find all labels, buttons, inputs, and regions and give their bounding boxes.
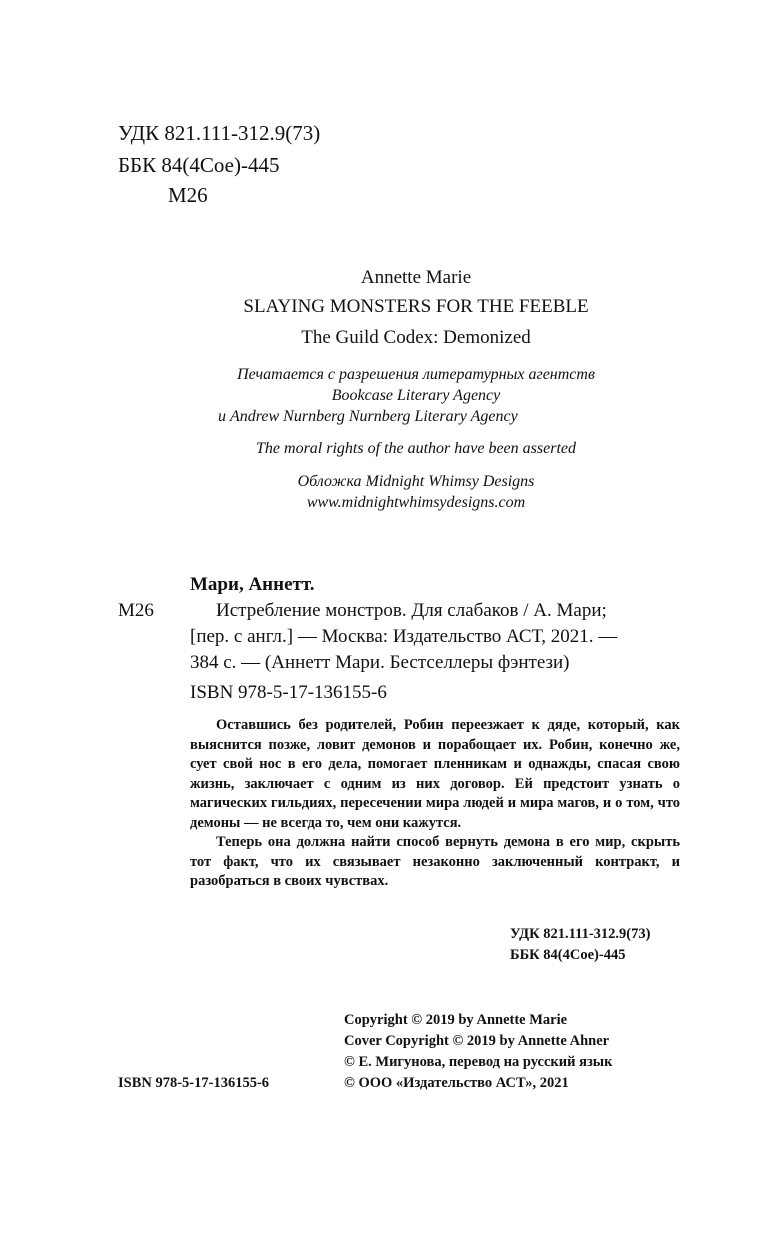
copyright-line-4: © ООО «Издательство АСТ», 2021 [344,1075,569,1091]
udk-code: УДК 821.111-312.9(73) [118,121,321,145]
entry-line-1: Истребление монстров. Для слабаков / А. Мари; [216,600,607,621]
rights-line-3: и Andrew Nurnberg Nurnberg Literary Agency [218,408,518,425]
entry-line-2: [пер. с англ.] — Москва: Издательство АСТ, 2021. — [190,626,618,647]
annotation-paragraph-1: Оставшись без родителей, Робин переезжает к дяде, который, как выяснится позже, ловит демонов и порабощает их. Робин, конечно же, сует свой нос в его дела, помогает пленникам и однажды, спасая свою жизнь, заключает с одним из них договор. Ей предстоит узнать о магических гильдиях, пересечении мира людей и мира магов, и о том, что демоны — не всегда то, чем они кажутся. [190,717,680,831]
bottom-udk: УДК 821.111-312.9(73) [510,926,651,942]
annotation [190,716,680,892]
copyright-line-2: Cover Copyright © 2019 by Annette Ahner [344,1033,610,1049]
copyright-isbn: ISBN 978-5-17-136155-6 [118,1075,270,1091]
entry-isbn: ISBN 978-5-17-136155-6 [190,682,387,703]
rights-block [184,364,648,427]
original-title: SLAYING MONSTERS FOR THE FEEBLE [243,296,589,317]
annotation-paragraph-2: Теперь она должна найти способ вернуть демона в его мир, скрыть тот факт, что их связывает незаконно заключенный контракт, и разобраться в своих чувствах. [190,834,680,889]
cover-url: www.midnightwhimsydesigns.com [306,494,526,511]
entry-description [190,598,617,676]
cover-designer: Обложка Midnight Whimsy Designs [297,473,535,490]
entry-mark: М26 [118,600,154,621]
entry-heading: Мари, Аннетт. [190,574,315,595]
bbk-code: ББК 84(4Сое)-445 [118,153,280,177]
bottom-bbk: ББК 84(4Сое)-445 [510,947,626,963]
copyright-block [344,1010,612,1094]
original-author: Annette Marie [360,267,472,288]
cover-credit [184,471,648,513]
author-mark: М26 [168,183,208,207]
rights-line-2: Bookcase Literary Agency [331,387,501,404]
copyright-line-1: Copyright © 2019 by Annette Marie [344,1012,568,1028]
original-title-block [184,263,648,352]
copyright-line-3: © Е. Мигунова, перевод на русский язык [344,1054,613,1070]
entry-line-3: 384 с. — (Аннетт Мари. Бестселлеры фэнтези) [190,652,570,673]
bottom-classification [510,924,650,966]
rights-line-1: Печатается с разрешения литературных агентств [237,366,595,383]
original-series: The Guild Codex: Demonized [301,327,531,348]
moral-rights: The moral rights of the author have been asserted [256,440,576,457]
